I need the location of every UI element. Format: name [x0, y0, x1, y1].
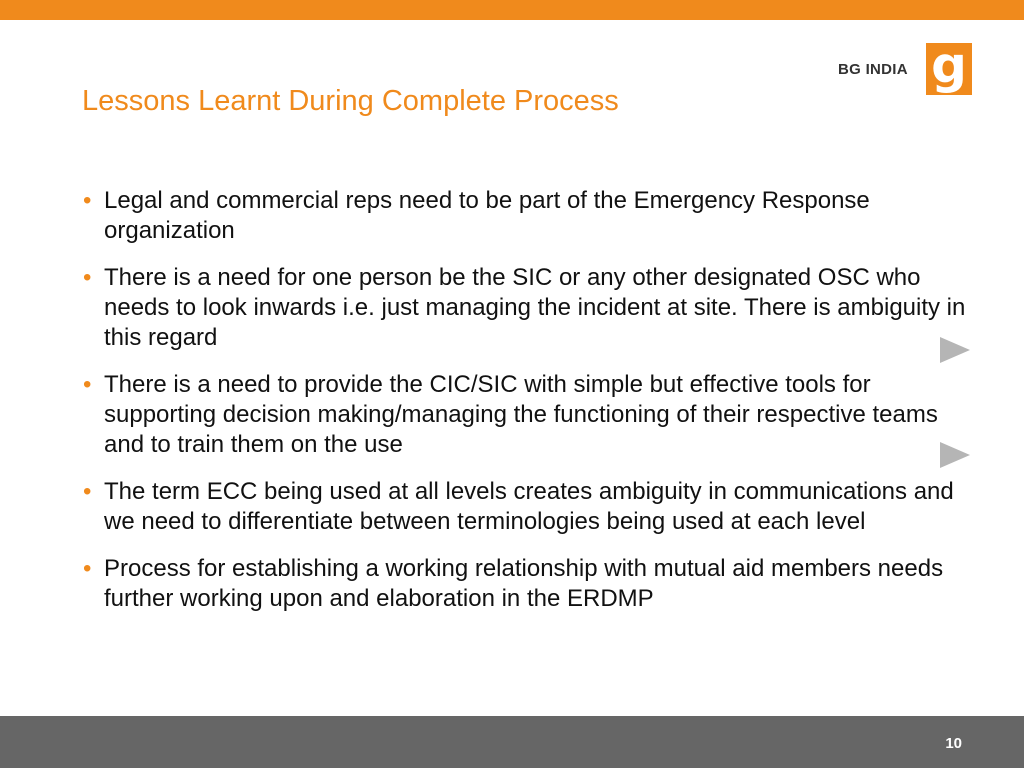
bullet-item — [82, 263, 982, 353]
bullet-item — [82, 554, 982, 614]
brand-name: BG INDIA — [838, 61, 908, 78]
bullet-item — [82, 370, 982, 460]
bullet-dot-icon: • — [83, 555, 92, 582]
bullet-item — [82, 186, 982, 246]
bullet-dot-icon: • — [83, 371, 92, 398]
bullet-text: Process for establishing a working relationship with mutual aid members needs further working upon and elaboration in the ERDMP — [104, 555, 944, 612]
footer-bar — [0, 716, 1024, 768]
bullet-dot-icon: • — [83, 264, 92, 291]
page-number: 10 — [945, 735, 962, 752]
bullet-text: The term ECC being used at all levels creates ambiguity in communications and we need to differentiate between terminologies being used at each level — [104, 478, 954, 535]
bullet-item — [82, 477, 982, 537]
next-arrow-icon[interactable] — [940, 337, 970, 363]
bg-logo-icon — [926, 36, 972, 95]
logo-letter: g — [931, 36, 967, 94]
bullet-dot-icon: • — [83, 187, 92, 214]
slide-title: Lessons Learnt During Complete Process — [82, 85, 619, 117]
bullet-text: Legal and commercial reps need to be part of the Emergency Response organization — [104, 187, 870, 244]
bullet-text: There is a need for one person be the SIC or any other designated OSC who needs to look inwards i.e. just managing the incident at site. There is ambiguity in this regard — [104, 264, 966, 351]
bullet-text: There is a need to provide the CIC/SIC with simple but effective tools for supporting decision making/managing the functioning of their respective teams and to train them on the use — [104, 371, 938, 458]
play-arrow-icon[interactable] — [940, 442, 970, 468]
bullet-list — [82, 186, 982, 631]
top-accent-bar — [0, 0, 1024, 20]
bullet-dot-icon: • — [83, 478, 92, 505]
